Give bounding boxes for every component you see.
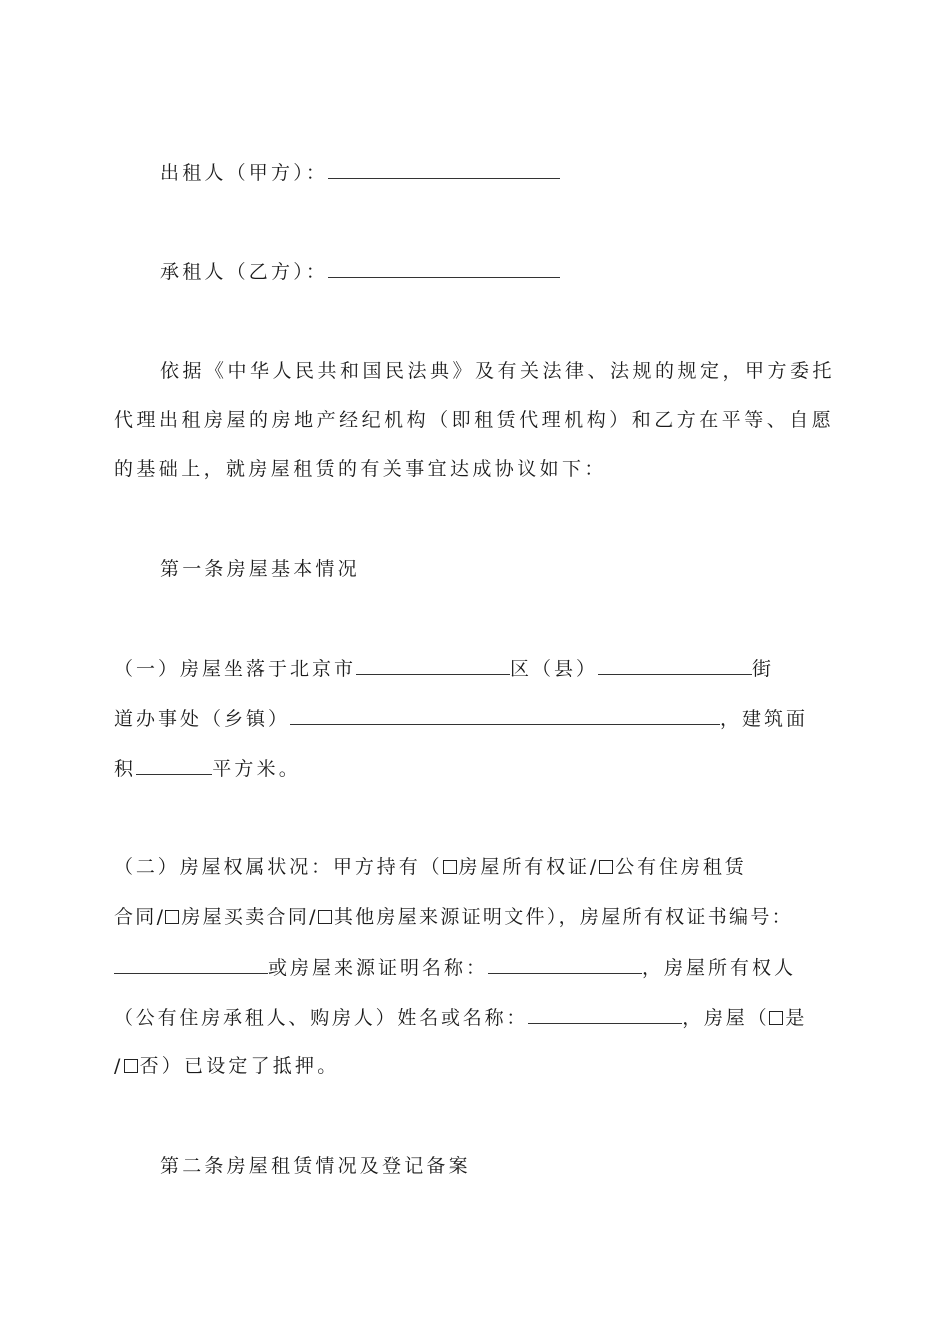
preamble-line-3: 的基础上，就房屋租赁的有关事宜达成协议如下： <box>114 458 607 480</box>
certificate-checkbox[interactable] <box>443 860 457 874</box>
street-label: 街 <box>752 658 775 680</box>
article-1-title: 第一条房屋基本情况 <box>160 558 360 580</box>
owner-label: ，房屋所有权人 <box>642 957 797 979</box>
purchase-contract-checkbox[interactable] <box>165 910 179 924</box>
contract-label: 合同/ <box>114 906 166 928</box>
other-docs-label: 其他房屋来源证明文件），房屋所有权证书编号： <box>333 906 793 928</box>
item-2-line-2 <box>114 905 834 929</box>
item-1-line-3 <box>114 756 834 780</box>
preamble-line-1: 依据《中华人民共和国民法典》及有关法律、法规的规定，甲方委托 <box>160 360 836 382</box>
certificate-number-blank[interactable] <box>114 955 268 974</box>
source-doc-label: 或房屋来源证明名称： <box>268 957 489 979</box>
item-1-line-1 <box>114 656 834 680</box>
public-housing-label: 公有住房租赁 <box>615 856 747 878</box>
area-blank[interactable] <box>136 756 212 775</box>
item-1-prefix: （一）房屋坐落于北京市 <box>114 658 357 680</box>
area-unit: 平方米。 <box>212 758 302 780</box>
certificate-label: 房屋所有权证/ <box>458 856 600 878</box>
mortgage-yes-label: 是 <box>785 1007 808 1029</box>
item-1-line-2 <box>114 706 834 730</box>
item-2-line-4 <box>114 1005 834 1029</box>
public-housing-checkbox[interactable] <box>599 860 613 874</box>
city-district-blank[interactable] <box>356 656 510 675</box>
lessor-line <box>160 160 840 184</box>
mortgage-no-checkbox[interactable] <box>124 1059 138 1073</box>
preamble-line-2: 代理出租房屋的房地产经纪机构（即租赁代理机构）和乙方在平等、自愿 <box>114 409 834 431</box>
lessee-label: 承租人（乙方）： <box>160 261 329 283</box>
purchase-contract-label: 房屋买卖合同/ <box>181 906 318 928</box>
subdistrict-blank[interactable] <box>290 706 720 725</box>
slash: / <box>114 1055 124 1077</box>
ownership-prefix: （二）房屋权属状况：甲方持有（ <box>114 856 443 878</box>
subdistrict-label: 道办事处（乡镇） <box>114 708 291 730</box>
other-docs-checkbox[interactable] <box>318 910 332 924</box>
mortgage-prefix: ，房屋（ <box>682 1007 770 1029</box>
street-blank[interactable] <box>598 656 752 675</box>
owner-name-blank[interactable] <box>528 1005 682 1024</box>
source-doc-blank[interactable] <box>488 955 642 974</box>
mortgage-yes-checkbox[interactable] <box>769 1011 783 1025</box>
lessee-blank[interactable] <box>328 259 560 278</box>
mortgage-no-label: 否）已设定了抵押。 <box>139 1055 340 1077</box>
lessor-blank[interactable] <box>328 160 560 179</box>
area-label: ，建筑面 <box>720 708 809 730</box>
item-2-line-5 <box>114 1054 834 1078</box>
article-2-title: 第二条房屋租赁情况及登记备案 <box>160 1155 471 1177</box>
owner-name-label: （公有住房承租人、购房人）姓名或名称： <box>114 1007 529 1029</box>
area-label-2: 积 <box>114 758 137 780</box>
district-label: 区（县） <box>510 658 599 680</box>
lessor-label: 出租人（甲方）： <box>160 162 329 184</box>
lessee-line <box>160 259 840 283</box>
item-2-line-3 <box>114 955 834 979</box>
item-2-line-1 <box>114 855 834 879</box>
